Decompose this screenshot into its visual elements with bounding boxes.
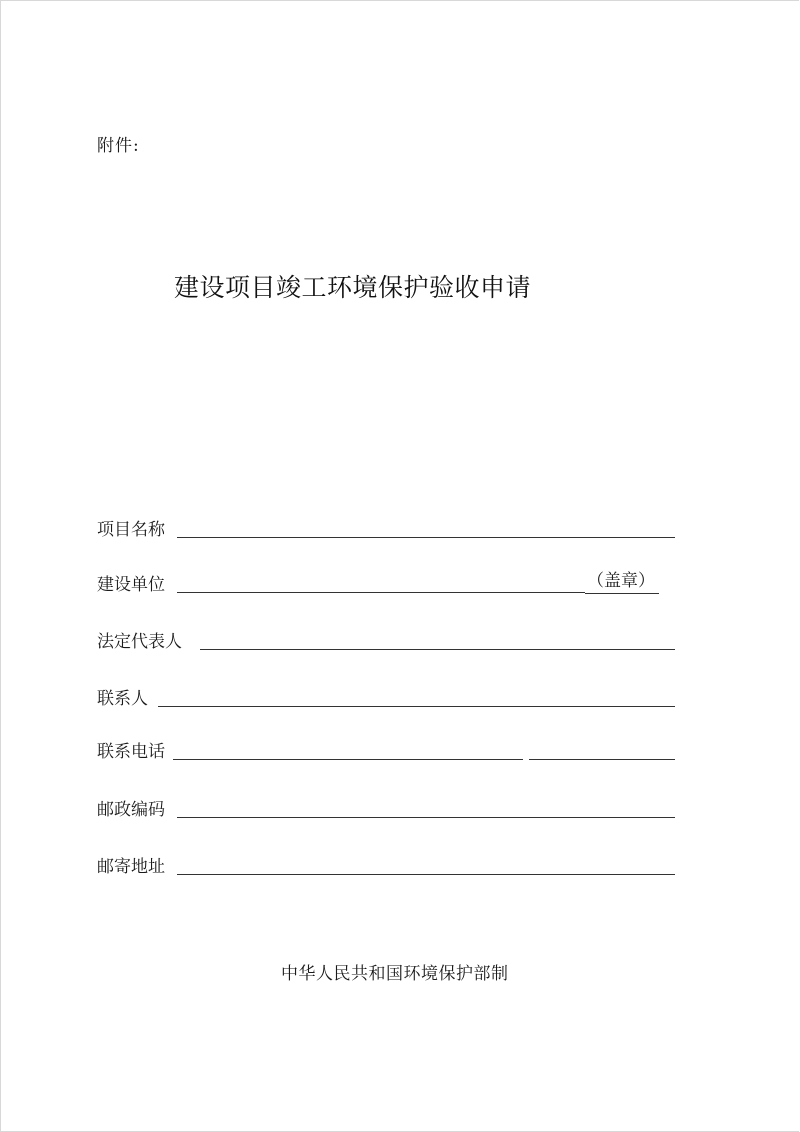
postal-code-field[interactable] — [177, 817, 675, 818]
contact-phone-field[interactable] — [173, 759, 523, 760]
legal-rep-label: 法定代表人 — [97, 632, 182, 652]
project-name-label: 项目名称 — [97, 520, 165, 540]
mailing-address-label: 邮寄地址 — [97, 857, 165, 877]
contact-phone-row — [97, 737, 675, 763]
construction-unit-label: 建设单位 — [97, 575, 165, 595]
postal-code-row — [97, 795, 675, 821]
legal-rep-row — [97, 627, 675, 653]
project-name-row — [97, 515, 675, 541]
contact-phone-label: 联系电话 — [97, 742, 165, 762]
contact-person-field[interactable] — [158, 706, 675, 707]
postal-code-label: 邮政编码 — [97, 800, 165, 820]
issuer-footer: 中华人民共和国环境保护部制 — [281, 964, 509, 984]
seal-note: （盖章） — [585, 570, 659, 594]
contact-person-label: 联系人 — [97, 689, 148, 709]
mailing-address-field[interactable] — [177, 874, 675, 875]
construction-unit-field[interactable] — [177, 592, 585, 593]
mailing-address-row — [97, 852, 675, 878]
attachment-label: 附件: — [97, 136, 140, 156]
project-name-field[interactable] — [177, 537, 675, 538]
legal-rep-field[interactable] — [200, 649, 675, 650]
contact-phone-extra-field[interactable] — [529, 759, 675, 760]
document-title: 建设项目竣工环境保护验收申请 — [174, 273, 532, 302]
contact-person-row — [97, 684, 675, 710]
construction-unit-row — [97, 570, 659, 596]
